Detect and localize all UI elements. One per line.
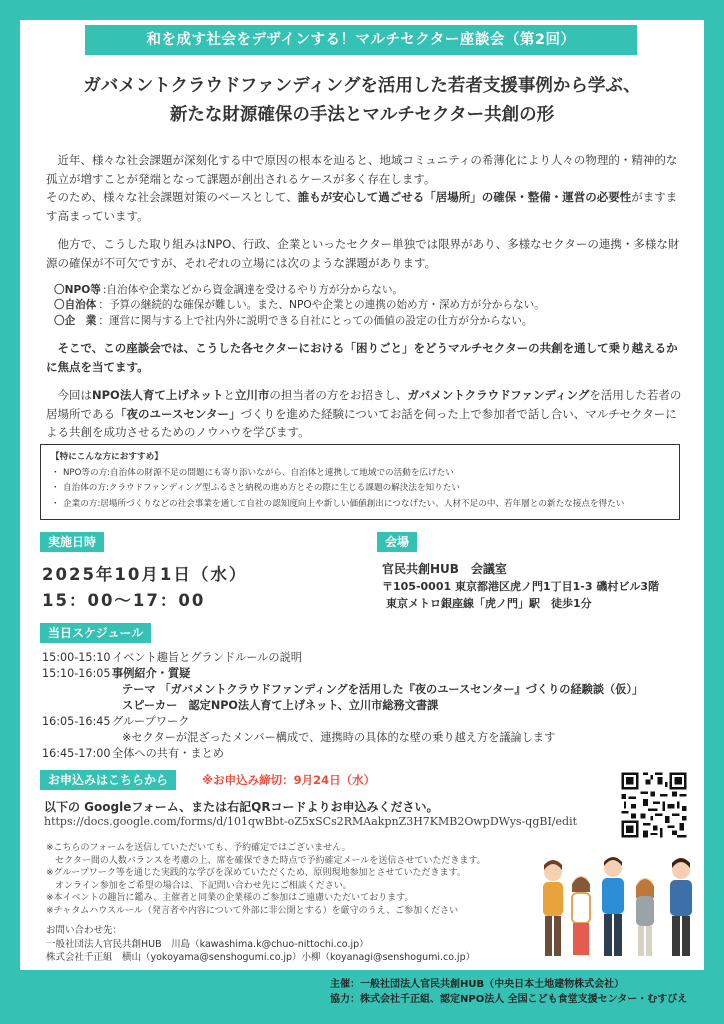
person-illustration-5 [670, 858, 692, 956]
person-illustration-2 [572, 876, 590, 955]
recommend-box [40, 444, 680, 520]
intro-text: 今回は [57, 388, 92, 403]
issue-label: 〇NPO等 [54, 283, 101, 296]
recommend-item: ・ 自治体の方:クラウドファンディング型ふるさと納税の進め方とその際に生じる課題の解決法を知りたい [51, 481, 669, 497]
note-item: ※チャタムハウスルール（発言者や内容について外部に非公開とする）を厳守のうえ、ご参加ください [46, 905, 459, 916]
contact-section [46, 924, 566, 965]
note-item: セクター間の人数バランスを考慮の上、席を確保できた時点で予約確定メールを送信させていただきます。 [46, 855, 486, 866]
intro-text: 近年、様々な社会課題が深刻化する中で原因の根本を辿ると、地域コミュニティの希薄化により人々の物理的・精神的な孤立が増すことが発端となって課題が創出されるケースが多く存在します。 [46, 153, 678, 186]
apply-instruction: 以下の Googleフォーム、または右記QRコードよりお申込みください。 [44, 800, 439, 814]
intro-text: そのため、様々な社会課題対策のベースとして、 [46, 190, 298, 205]
schedule-label: 当日スケジュール [40, 623, 151, 643]
intro-text: づくりを進めた経験についてお話を伺った上で参加者で話し合い、マルチセクターによる共創を成功させるためのノウハウを学びます。 [46, 406, 677, 440]
schedule-text: 全体への共有・まとめ [112, 747, 224, 760]
people-illustration [535, 850, 705, 968]
intro-paragraph-1 [46, 151, 686, 225]
intro-paragraph-4 [46, 386, 686, 442]
google-form-link[interactable]: https://docs.google.com/forms/d/101qwBbt-oZ5xSCs2RMAakpnZ3H7KMB2OwpDWys-qgBI/edit [44, 815, 578, 828]
apply-deadline: ※お申込み締切：9月24日（水） [202, 773, 376, 787]
series-title-banner: 和を成す社会をデザインする！マルチセクター座談会（第2回） [85, 25, 637, 55]
contact-line: 一般社団法人官民共創HUB 川島（kawashima.k@chuo-nittochi.co.jp） [46, 938, 369, 950]
issue-item [54, 283, 686, 299]
issue-label: 〇企 業 [54, 314, 97, 327]
person-illustration-3 [602, 857, 624, 956]
schedule-time: 15:10-16:05 [42, 667, 111, 680]
title-line-1: ガバメントクラウドファンディングを活用した若者支援事例から学ぶ、 [83, 76, 641, 96]
venue-address: 〒105-0001 東京都港区虎ノ門1丁目1-3 磯村ビル3階 [382, 580, 659, 593]
schedule-note: ※セクターが混ざったメンバー構成で、連携時の具体的な壁の乗り越え方を議論します [122, 731, 556, 744]
cooperation-line: 協力：株式会社千正組、認定NPO法人 全国こども食堂支援センター・むすびえ [330, 993, 688, 1005]
page-title [30, 72, 694, 130]
organizer-line: 主催：一般社団法人官民共創HUB（中央日本土地建物株式会社） [330, 979, 625, 990]
note-item: ※こちらのフォームを送信していただいても、予約確定ではございません。 [46, 843, 351, 853]
recommend-item: ・ NPO等の方:自治体の財源不足の問題にも寄り添いながら、自治体と連携して地域での活動を広げたい [51, 466, 669, 482]
intro-emphasis: ガバメントクラウドファンディング [407, 388, 590, 403]
schedule-text: 事例紹介・質疑 [112, 667, 191, 680]
issue-item [54, 298, 686, 314]
intro-emphasis: 「夜のユースセンター」 [115, 406, 241, 421]
person-illustration-4 [636, 878, 654, 956]
issue-text: ：予算の継続的な確保が難しい。また、NPOや企業との連携の始め方・深め方が分からない。 [98, 299, 545, 312]
issues-list [46, 283, 686, 330]
intro-emphasis: 誰もが安心して過ごせる「居場所」の確保・整備・運営の必要性 [297, 190, 632, 205]
intro-emphasis: 立川市 [234, 388, 270, 403]
issue-label: 〇自治体 [54, 299, 97, 312]
issue-item [54, 314, 686, 330]
contact-title: お問い合わせ先： [46, 925, 123, 936]
schedule-time: 15:00-15:10 [42, 651, 111, 664]
schedule-list [42, 650, 692, 762]
venue-access: 東京メトロ銀座線「虎ノ門」駅 徒歩1分 [386, 597, 592, 610]
schedule-text: イベント趣旨とグランドルールの説明 [112, 651, 302, 664]
apply-label: お申込みはこちらから [40, 770, 176, 790]
schedule-row [42, 650, 692, 666]
intro-text: と [223, 388, 235, 403]
qr-code[interactable] [617, 768, 691, 842]
intro-section [46, 151, 686, 452]
schedule-row [42, 666, 692, 682]
contact-line: 株式会社千正組 横山（yokoyama@senshogumi.co.jp）小柳（koyanagi@senshogumi.co.jp） [46, 952, 476, 963]
schedule-speaker: スピーカー 認定NPO法人育て上げネット、立川市総務文書課 [122, 699, 439, 712]
note-item: ※本イベントの趣旨に鑑み、主催者と同業の企業様のご参加はご遠慮いただいております。 [46, 893, 414, 904]
recommend-item: ・ 企業の方:居場所づくりなどの社会事業を通して自社の認知度向上や新しい価値創出につなげたい、人材不足の中、若年層との新たな接点を得たい [51, 497, 669, 513]
event-time: 15：00〜17：00 [42, 591, 206, 610]
schedule-row [42, 714, 692, 730]
intro-text: を活用した若者の居場所である [46, 388, 682, 421]
venue-name: 官民共創HUB 会議室 [382, 562, 507, 576]
person-illustration-1 [543, 860, 563, 956]
notes-section [46, 842, 566, 918]
recommend-title: 【特にこんな方におすすめ】 [51, 452, 163, 462]
title-line-2: 新たな財源確保の手法とマルチセクター共創の形 [169, 105, 555, 125]
footer [330, 978, 687, 1007]
schedule-time: 16:05-16:45 [42, 715, 111, 728]
schedule-text: グループワーク [112, 715, 190, 728]
issue-text: ：運営に関与する上で社内外に説明できる自社にとっての価値の設定の仕方が分からない。 [98, 314, 533, 327]
schedule-row [42, 746, 692, 762]
flyer-page [20, 20, 704, 970]
event-date: 2025年10月1日（水） [42, 565, 248, 584]
note-item: ※グループワーク等を通じた実践的な学びを深めていただくため、原則現地参加とさせていただきます。 [46, 868, 466, 879]
intro-emphasis: NPO法人育て上げネット [92, 388, 224, 403]
issue-text: :自治体や企業などから資金調達を受けるやり方が分からない。 [102, 283, 404, 296]
date-label: 実施日時 [40, 532, 104, 552]
schedule-theme: テーマ 「ガバメントクラウドファンディングを活用した『夜のユースセンター』づくりの経験談（仮）」 [122, 683, 644, 696]
intro-paragraph-3: そこで、この座談会では、こうした各セクターにおける「困りごと」をどうマルチセクターの共創を通して乗り越えるかに焦点を当てます。 [46, 341, 678, 374]
venue-label: 会場 [377, 532, 417, 552]
note-item: オンライン参加をご希望の場合は、下記問い合わせ先にご相談ください。 [46, 880, 352, 891]
intro-paragraph-2: 他方で、こうした取り組みはNPO、行政、企業といったセクター単独では限界があり、多様なセクターの連携・多様な財源の確保が不可欠ですが、それぞれの立場には次のような課題があります。 [46, 237, 680, 270]
intro-text: がますます高まっています。 [46, 190, 678, 223]
intro-text: の担当者の方をお招きし、 [269, 388, 408, 403]
schedule-time: 16:45-17:00 [42, 747, 111, 760]
